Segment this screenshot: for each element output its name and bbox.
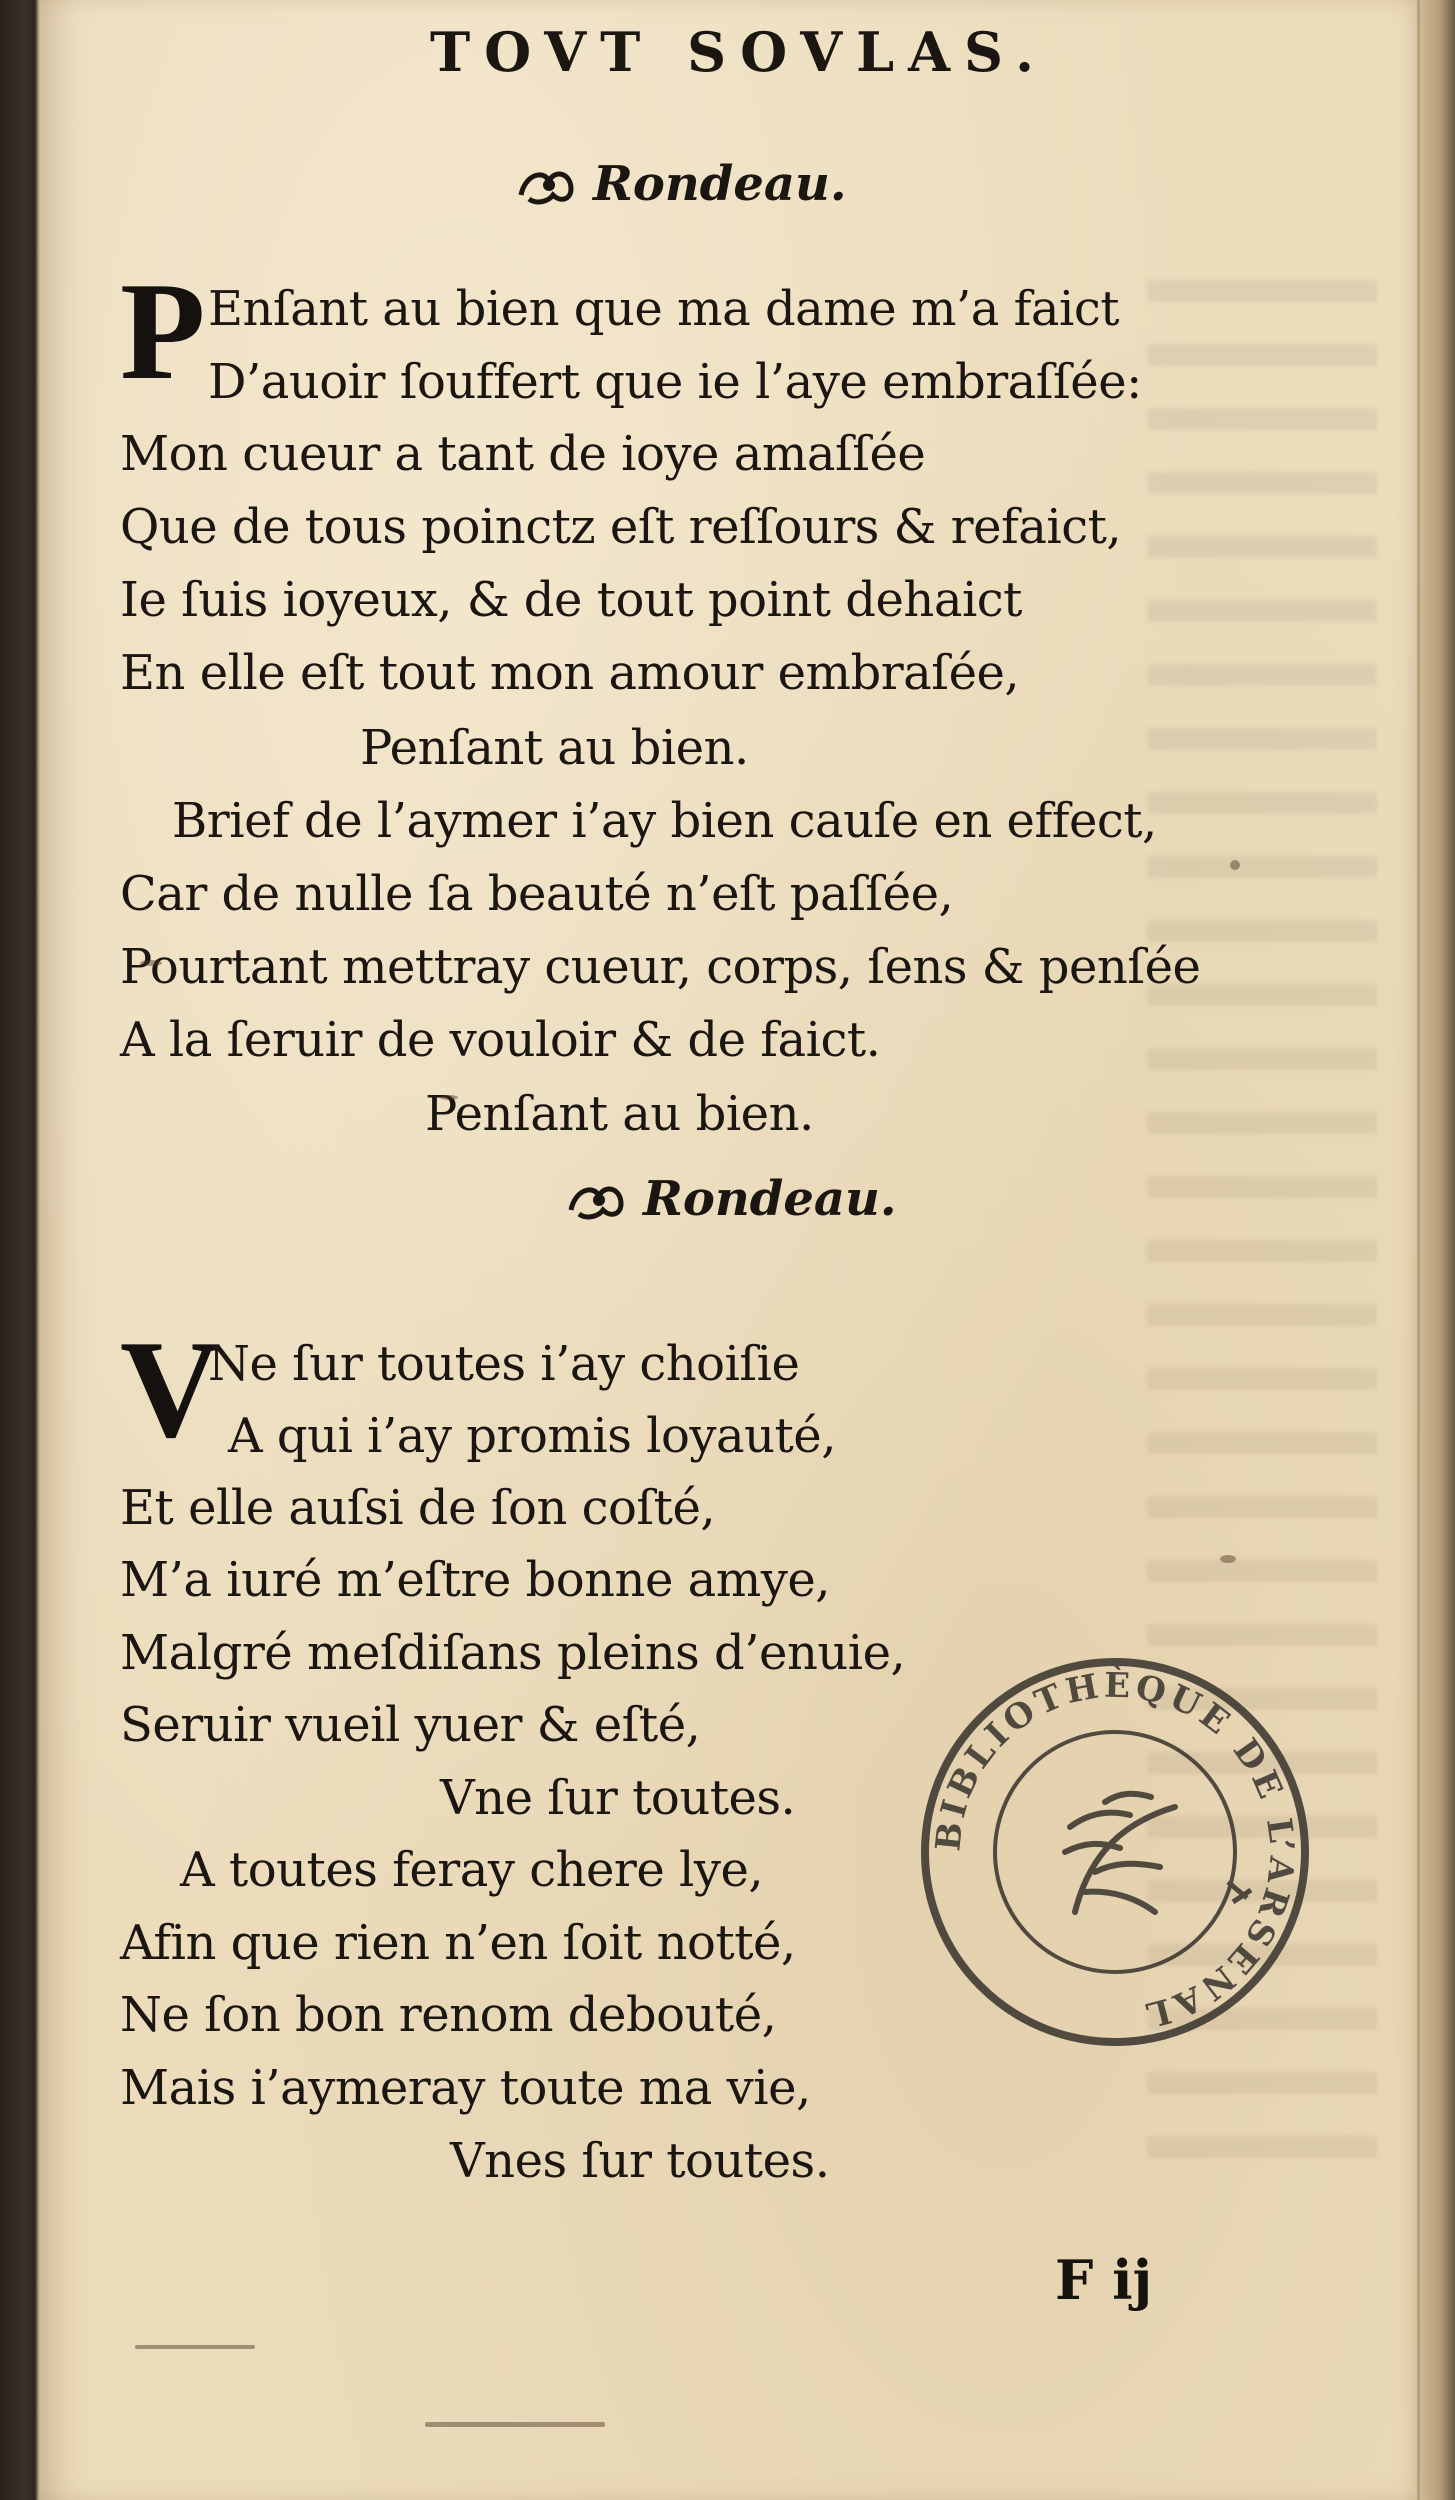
ink-speck	[1230, 860, 1240, 870]
poem-line: Mon cueur a tant de ioye amaſſée	[120, 426, 926, 482]
ink-speck	[1220, 1555, 1236, 1563]
poem-line: Ne ſon bon renom debouté,	[120, 1987, 777, 2043]
poem-line: Afin que rien n’en ſoit notté,	[120, 1915, 796, 1971]
drop-cap: P	[120, 254, 206, 409]
ink-underline	[425, 2422, 605, 2427]
fleuron-icon	[565, 1176, 627, 1222]
poem-line: A qui i’ay promis loyauté,	[228, 1408, 836, 1464]
poem-refrain: Vnes ſur toutes.	[450, 2133, 830, 2189]
poem-line: Enſant au bien que ma dame m’a faict	[208, 281, 1120, 337]
poem-line: M’a iuré m’eſtre bonne amye,	[120, 1552, 831, 1608]
poem-line: Seruir vueil yuer & eſté,	[120, 1697, 701, 1753]
poem-line: Brief de l’aymer i’ay bien cauſe en effect,	[172, 793, 1157, 849]
ink-speck	[140, 960, 162, 966]
stamp-ring	[925, 1662, 1305, 2042]
section-heading	[515, 156, 847, 212]
poem-line: Et elle auſsi de ſon coſté,	[120, 1480, 716, 1536]
stamp-ornament-icon	[1065, 1794, 1175, 1912]
section-title: Rondeau.	[643, 1171, 897, 1227]
stamp-inner-ring	[995, 1732, 1235, 1972]
poem-line: Pourtant mettray cueur, corps, ſens & penſée	[120, 939, 1201, 995]
library-stamp	[915, 1652, 1315, 2052]
poem-refrain: Vne ſur toutes.	[440, 1770, 796, 1826]
poem-line: D’auoir ſouffert que ie l’aye embraſſée:	[208, 354, 1142, 410]
poem-line: Que de tous poinctz eſt reſſours & refaict,	[120, 499, 1122, 555]
ink-underline	[135, 2345, 255, 2349]
drop-cap: V	[120, 1312, 222, 1467]
section-heading	[565, 1171, 897, 1227]
running-head: TOVT SOVLAS.	[430, 20, 1048, 84]
poem-line: Ne ſur toutes i’ay choiſie	[208, 1336, 800, 1392]
poem-line: Ie ſuis ioyeux, & de tout point dehaict	[120, 572, 1022, 628]
book-page	[40, 0, 1420, 2500]
poem-line: A toutes feray chere lye,	[180, 1842, 764, 1898]
section-title: Rondeau.	[593, 156, 847, 212]
poem-line: Car de nulle ſa beauté n’eſt paſſée,	[120, 866, 954, 922]
poem-line: Mais i’aymeray toute ma vie,	[120, 2060, 811, 2116]
stamp-mark-icon	[1228, 1882, 1251, 1902]
fleuron-icon	[515, 161, 577, 207]
stamp-text: BIBLIOTHÈQUE DE L’ARSENAL	[928, 1665, 1302, 2036]
poem-line: Malgré meſdiſans pleins d’enuie,	[120, 1625, 906, 1681]
poem-line: A la ſeruir de vouloir & de faict.	[120, 1012, 881, 1068]
poem-refrain: Penſant au bien.	[360, 720, 749, 776]
page-signature: F ij	[1055, 2248, 1153, 2312]
poem-refrain: Penſant au bien.	[425, 1086, 814, 1142]
poem-line: En elle eſt tout mon amour embraſée,	[120, 645, 1020, 701]
ink-speck	[440, 1095, 458, 1100]
